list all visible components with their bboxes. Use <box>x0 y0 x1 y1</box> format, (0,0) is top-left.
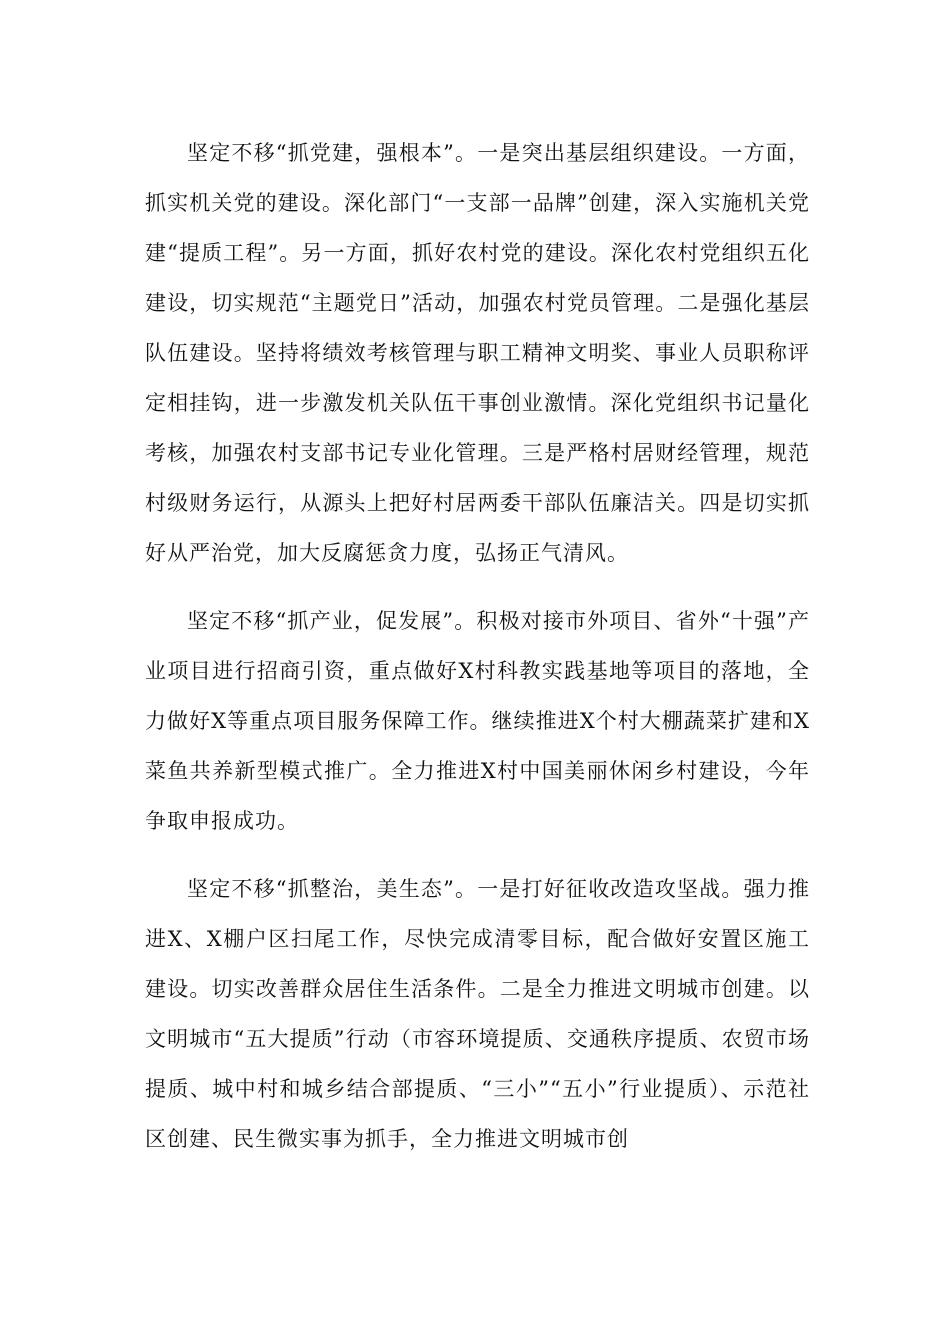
paragraph-industry-development: 坚定不移“抓产业，促发展”。积极对接市外项目、省外“十强”产业项目进行招商引资，重点做好X村科教实践基地等项目的落地，全力做好X等重点项目服务保障工作。继续推进X个村大棚蔬菜扩建和X菜鱼共养新型模式推广。全力推进X村中国美丽休闲乡村建设，今年争取申报成功。 <box>145 609 810 833</box>
paragraph-party-building: 坚定不移“抓党建，强根本”。一是突出基层组织建设。一方面，抓实机关党的建设。深化部门“一支部一品牌”创建，深入实施机关党建“提质工程”。另一方面，抓好农村党的建设。深化农村党组织五化建设，切实规范“主题党日”活动，加强农村党员管理。二是强化基层队伍建设。坚持将绩效考核管理与职工精神文明奖、事业人员职称评定相挂钩，进一步激发机关队伍干事创业激情。深化党组织书记量化考核，加强农村支部书记专业化管理。三是严格村居财经管理，规范村级财务运行，从源头上把好村居两委干部队伍廉洁关。四是切实抓好从严治党，加大反腐惩贪力度，弘扬正气清风。 <box>145 141 810 565</box>
paragraph-ecology-renovation: 坚定不移“抓整治，美生态”。一是打好征收改造攻坚战。强力推进X、X棚户区扫尾工作，尽快完成清零目标，配合做好安置区施工建设。切实改善群众居住生活条件。二是全力推进文明城市创建。以文明城市“五大提质”行动（市容环境提质、交通秩序提质、农贸市场提质、城中村和城乡结合部提质、“三小”“五小”行业提质）、示范社区创建、民生微实事为抓手，全力推进文明城市创 <box>145 877 810 1151</box>
document-body <box>145 128 810 1182</box>
